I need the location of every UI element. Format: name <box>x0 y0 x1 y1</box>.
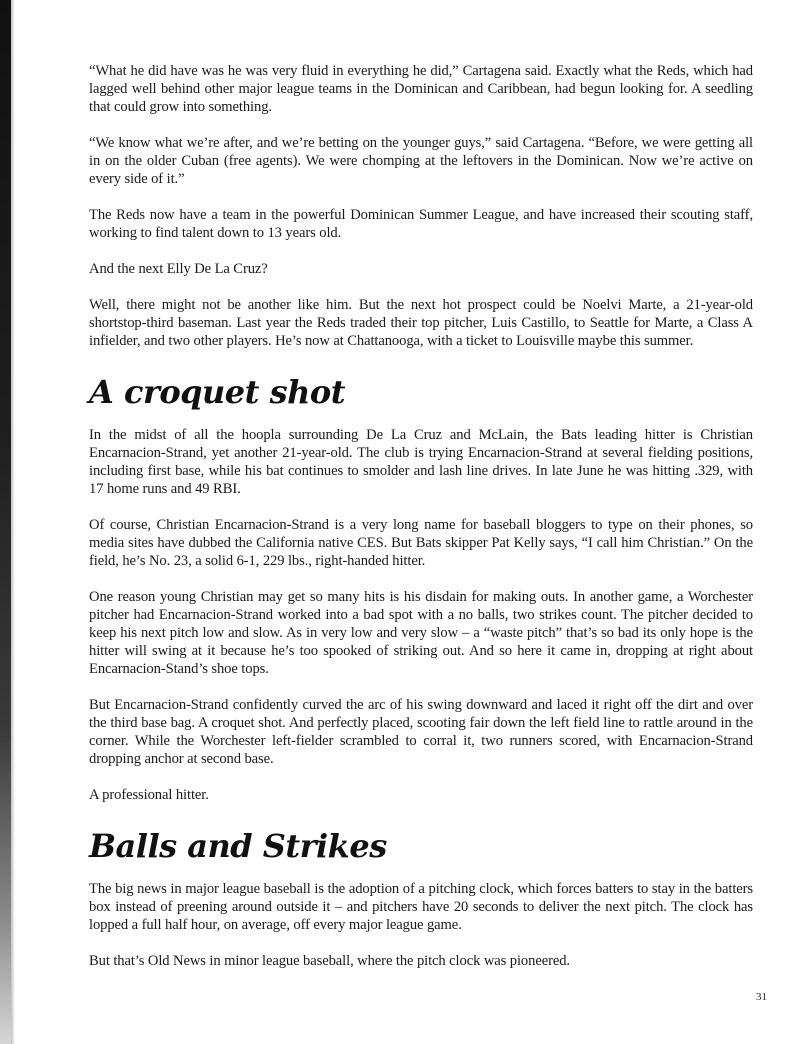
paragraph-croquet-swing: But Encarnacion-Strand confidently curved the arc of his swing downward and laced it right off the dirt and over the third base bag. A croquet shot. And perfectly placed, scooting fair down the left field line to rattle around in the corner. While the Worchester left-fielder scrambled to corral it, two runners scored, with Encarnacion-Strand dropping anchor at second base. <box>89 697 753 767</box>
paragraph-noelvi-marte: Well, there might not be another like him. But the next hot prospect could be Noelvi Marte, a 21-year-old shortstop-third baseman. Last year the Reds traded their top pitcher, Luis Castillo, to Seattle for Marte, a Class A infielder, and two other players. He’s now at Chattanooga, with a ticket to Louisville maybe this summer. <box>89 297 753 349</box>
paragraph-fluid-quote: “What he did have was he was very fluid in everything he did,” Cartagena said. Exactly what the Reds, which had lagged well behind other major league teams in the Dominican and Caribbean, had begun looking for. A seedling that could grow into something. <box>89 63 753 115</box>
paragraph-disdain-outs: One reason young Christian may get so many hits is his disdain for making outs. In another game, a Worchester pitcher had Encarnacion-Strand worked into a bad spot with a no balls, two strikes count. The pitcher decided to keep his next pitch low and slow. As in very low and very slow – a “waste pitch” that’s so bad its only hope is the hitter will swing at it because he’s too spooked of striking out. And so here it came in, dropping at right about Encarnacion-Stand’s shoe tops. <box>89 589 753 677</box>
paragraph-hoopla: In the midst of all the hoopla surrounding De La Cruz and McLain, the Bats leading hitter is Christian Encarnacion-Strand, yet another 21-year-old. The club is trying Encarnacion-Strand at several fielding positions, including first base, while his bat continues to smolder and lash line drives. In late June he was hitting .329, with 17 home runs and 49 RBI. <box>89 427 753 497</box>
heading-croquet-shot: A croquet shot <box>89 373 345 411</box>
paragraph-long-name: Of course, Christian Encarnacion-Strand is a very long name for baseball bloggers to type on their phones, so media sites have dubbed the California native CES. But Bats skipper Pat Kelly says, “I call him Christian.” On the field, he’s No. 23, a solid 6-1, 229 lbs., right-handed hitter. <box>89 517 753 569</box>
paragraph-next-elly: And the next Elly De La Cruz? <box>89 261 268 277</box>
paragraph-old-news: But that’s Old News in minor league baseball, where the pitch clock was pioneered. <box>89 953 570 969</box>
paragraph-dominican-league: The Reds now have a team in the powerful Dominican Summer League, and have increased their scouting staff, working to find talent down to 13 years old. <box>89 207 753 241</box>
paragraph-pitch-clock: The big news in major league baseball is the adoption of a pitching clock, which forces batters to stay in the batters box instead of preening around outside it – and pitchers have 20 seconds to deliver the next pitch. The clock has lopped a full half hour, on average, off every major league game. <box>89 881 753 933</box>
page-binding-shadow <box>0 0 11 1044</box>
page-number: 31 <box>756 991 767 1003</box>
paragraph-professional-hitter: A professional hitter. <box>89 787 209 803</box>
paragraph-younger-guys-quote: “We know what we’re after, and we’re betting on the younger guys,” said Cartagena. “Before, we were getting all in on the older Cuban (free agents). We were chomping at the leftovers in the Dominican. Now we’re active on every side of it.” <box>89 135 753 187</box>
heading-balls-and-strikes: Balls and Strikes <box>89 827 387 865</box>
article-page <box>89 62 753 988</box>
